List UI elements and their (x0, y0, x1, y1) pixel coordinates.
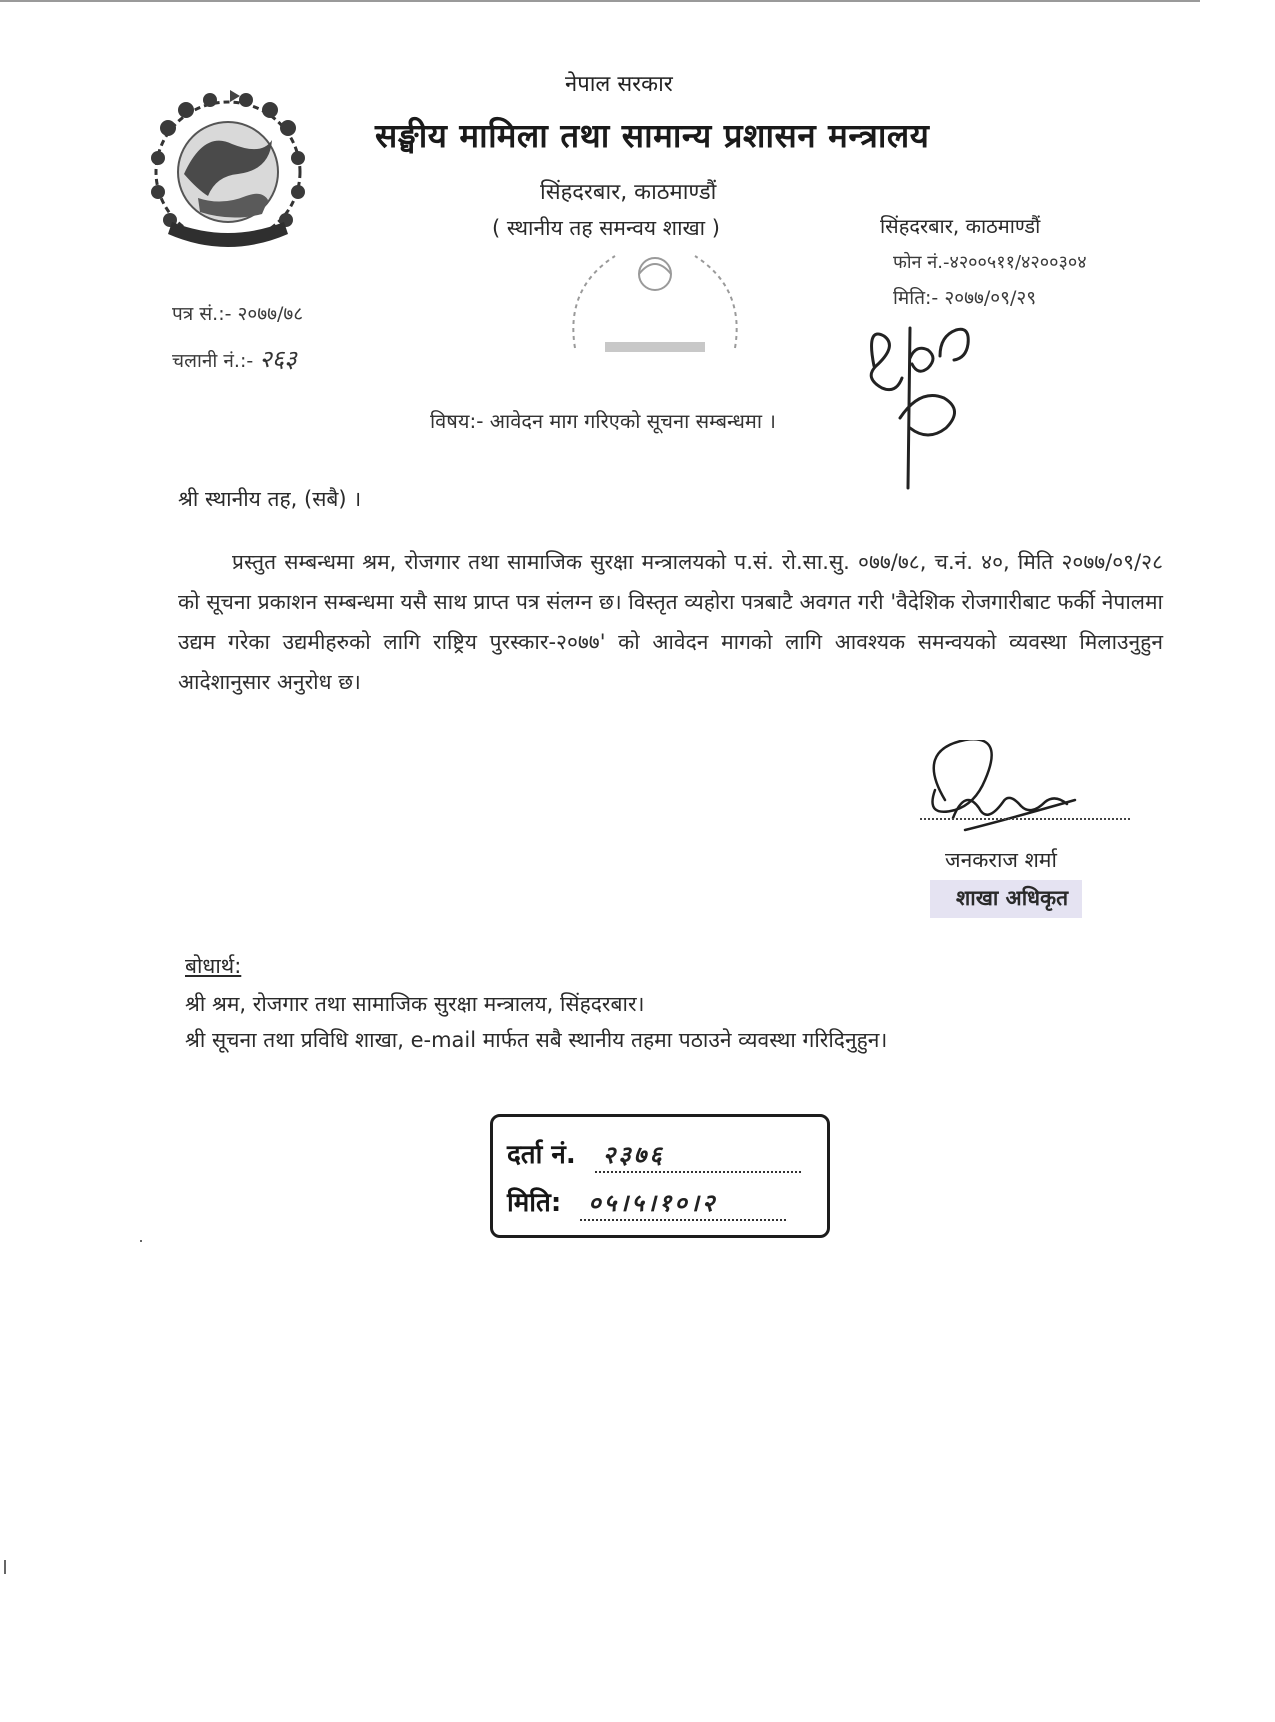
dispatch-value: २६३ (259, 345, 297, 373)
signatory-title: शाखा अधिकृत (930, 880, 1082, 918)
subject-line: विषय:- आवेदन माग गरिएको सूचना सम्बन्धमा । (430, 409, 776, 433)
letter-date: मिति:- २०७७/०९/२९ (893, 287, 1037, 309)
registration-date-value: ०५।५।१०।२ (580, 1186, 786, 1221)
scan-speck (140, 1240, 142, 1242)
signature-line (920, 818, 1130, 820)
cc-recipient: श्री सूचना तथा प्रविधि शाखा, e-mail मार्फत सबै स्थानीय तहमा पठाउने व्यवस्था गरिदिनुहुन। (185, 1028, 888, 1052)
letter-number: पत्र सं.:- २०७७/७८ (172, 303, 304, 325)
registration-stamp (490, 1114, 830, 1238)
handwritten-initials-icon (860, 318, 1020, 493)
signatory-name: जनकराज शर्मा (945, 848, 1057, 872)
contact-location: सिंहदरबार, काठमाण्डौं (880, 214, 1041, 238)
phone-number: फोन नं.-४२००५११/४२००३०४ (893, 252, 1087, 273)
registration-date-label: मिति: (507, 1188, 562, 1218)
registration-number-value: २३७६ (595, 1138, 801, 1173)
cc-label: बोधार्थ: (185, 954, 242, 978)
nepal-emblem-icon (138, 88, 318, 260)
ministry-title: सङ्घीय मामिला तथा सामान्य प्रशासन मन्त्रालय (375, 116, 930, 155)
registration-date-row (507, 1183, 786, 1221)
cc-recipient: श्री श्रम, रोजगार तथा सामाजिक सुरक्षा मन्त्रालय, सिंहदरबार। (185, 992, 645, 1016)
dispatch-label: चलानी नं.:- (172, 350, 254, 372)
dispatch-number (172, 342, 297, 375)
salutation: श्री स्थानीय तह, (सबै) । (178, 487, 362, 511)
ministry-location: सिंहदरबार, काठमाण्डौं (540, 180, 717, 205)
registration-number-row (507, 1135, 801, 1173)
government-name: नेपाल सरकार (565, 72, 673, 97)
scan-top-edge (0, 0, 1200, 2)
letter-body: प्रस्तुत सम्बन्धमा श्रम, रोजगार तथा सामाजिक सुरक्षा मन्त्रालयको प.सं. रो.सा.सु. ०७७/७८, च.नं. ४०, मिति २०७७/०९/२८ को सूचना प्रकाशन सम्बन्धमा यसै साथ प्राप्त पत्र संलग्न छ। विस्तृत व्यहोरा पत्रबाटै अवगत गरी 'वैदेशिक रोजगारीबाट फर्की नेपालमा उद्यम गरेका उद्यमीहरुको लागि राष्ट्रिय पुरस्कार-२०७७' को आवेदन मागको लागि आवश्यक समन्वयको व्यवस्था मिलाउनुहुन आदेशानुसार अनुरोध छ। (178, 550, 1163, 694)
office-seal-icon (555, 238, 755, 368)
scan-speck (4, 1560, 6, 1574)
branch-name: ( स्थानीय तह समन्वय शाखा ) (492, 216, 720, 240)
registration-number-label: दर्ता नं. (507, 1140, 576, 1170)
